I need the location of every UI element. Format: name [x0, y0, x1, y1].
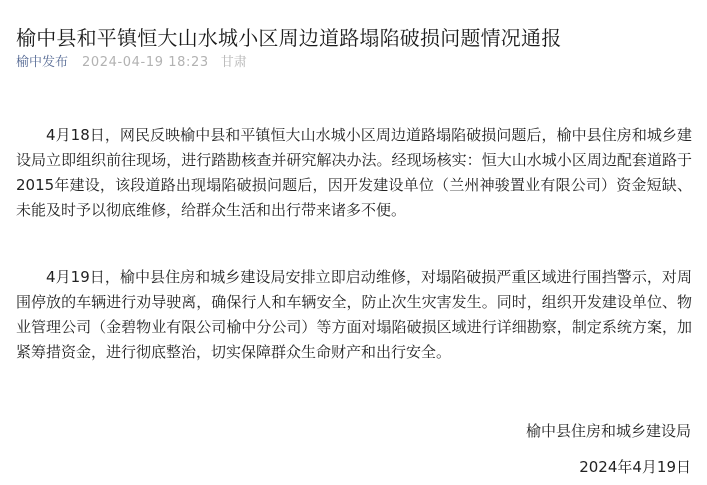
publish-location: 甘肃	[220, 55, 247, 70]
account-name-link[interactable]: 榆中发布	[16, 55, 69, 70]
signature-organization: 榆中县住房和城乡建设局	[525, 422, 691, 440]
publish-time: 2024-04-19 18:23	[82, 55, 209, 70]
article-paragraph: 4月18日，网民反映榆中县和平镇恒大山水城小区周边道路塌陷破损问题后，榆中县住房和城乡建设局立即组织前往现场，进行踏勘核查并研究解决办法。经现场核实：恒大山水城小区周边配套道路于2015年建设，该段道路出现塌陷破损问题后，因开发建设单位（兰州神骏置业有限公司）资金短缺、未能及时予以彻底维修，给群众生活和出行带来诸多不便。	[16, 126, 692, 219]
article-meta	[16, 52, 247, 74]
article-paragraph: 4月19日，榆中县住房和城乡建设局安排立即启动维修，对塌陷破损严重区域进行围挡警示，对周围停放的车辆进行劝导驶离，确保行人和车辆安全，防止次生灾害发生。同时，组织开发建设单位、物业管理公司（金碧物业有限公司榆中分公司）等方面对塌陷破损区域进行详细勘察，制定系统方案，加紧筹措资金，进行彻底整治，切实保障群众生命财产和出行安全。	[16, 268, 692, 361]
signature-date: 2024年4月19日	[579, 458, 691, 476]
article-title: 榆中县和平镇恒大山水城小区周边道路塌陷破损问题情况通报	[16, 26, 562, 51]
